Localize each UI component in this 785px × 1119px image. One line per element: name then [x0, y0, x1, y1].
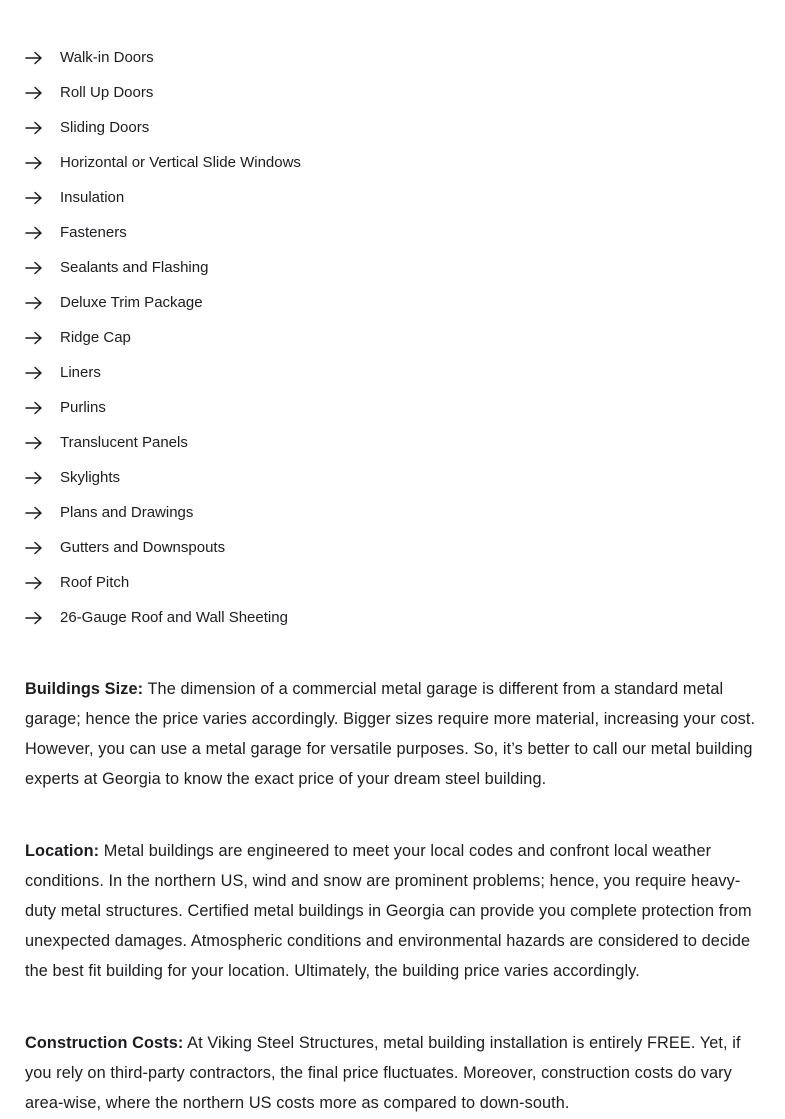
feature-list-item	[25, 530, 785, 565]
feature-label: Sealants and Flashing	[60, 259, 209, 276]
feature-label: Roof Pitch	[60, 574, 130, 591]
feature-list-item	[25, 285, 785, 320]
feature-list-item	[25, 495, 785, 530]
paragraph-label: Location:	[25, 842, 100, 860]
feature-label: Liners	[60, 364, 101, 381]
feature-list-item	[25, 565, 785, 600]
paragraph-label: Buildings Size:	[25, 680, 144, 698]
arrow-right-icon	[25, 191, 60, 205]
arrow-right-icon	[25, 156, 60, 170]
feature-list-item	[25, 250, 785, 285]
feature-list-item	[25, 600, 785, 635]
paragraph-location	[25, 836, 765, 986]
arrow-right-icon	[25, 331, 60, 345]
feature-label: 26-Gauge Roof and Wall Sheeting	[60, 609, 288, 626]
arrow-right-icon	[25, 611, 60, 625]
arrow-right-icon	[25, 401, 60, 415]
feature-list-item	[25, 355, 785, 390]
paragraph-construction-costs	[25, 1028, 765, 1118]
feature-label: Purlins	[60, 399, 106, 416]
feature-label: Roll Up Doors	[60, 84, 154, 101]
arrow-right-icon	[25, 541, 60, 555]
feature-label: Fasteners	[60, 224, 127, 241]
feature-label: Horizontal or Vertical Slide Windows	[60, 154, 301, 171]
feature-label: Insulation	[60, 189, 125, 206]
feature-label: Sliding Doors	[60, 119, 150, 136]
arrow-right-icon	[25, 261, 60, 275]
feature-list-item	[25, 460, 785, 495]
feature-list-item	[25, 390, 785, 425]
paragraph-label: Construction Costs:	[25, 1034, 184, 1052]
paragraph-text: At Viking Steel Structures, metal building installation is entirely FREE. Yet, if you rely on third-party contractors, the final price fluctuates. Moreover, construction costs do vary area-wise, where the northern US costs more as compared to down-south.	[25, 1034, 741, 1112]
feature-label: Plans and Drawings	[60, 504, 194, 521]
arrow-right-icon	[25, 471, 60, 485]
feature-label: Skylights	[60, 469, 121, 486]
feature-list-item	[25, 215, 785, 250]
feature-list-item	[25, 145, 785, 180]
feature-label: Translucent Panels	[60, 434, 188, 451]
paragraph-building-size	[25, 674, 765, 794]
feature-list-item	[25, 110, 785, 145]
paragraph-text: Metal buildings are engineered to meet your local codes and confront local weather conditions. In the northern US, wind and snow are prominent problems; hence, you require heavy-duty metal structures. Certified metal buildings in Georgia can provide you complete protection from unexpected damages. Atmospheric conditions and environmental hazards are considered to decide the best fit building for your location. Ultimately, the building price varies accordingly.	[25, 842, 752, 980]
feature-list-item	[25, 40, 785, 75]
feature-list-item	[25, 320, 785, 355]
arrow-right-icon	[25, 296, 60, 310]
paragraph-text: The dimension of a commercial metal garage is different from a standard metal garage; hence the price varies accordingly. Bigger sizes require more material, increasing your cost. However, you can use a metal garage for versatile purposes. So, it’s better to call our metal building experts at Georgia to know the exact price of your dream steel building.	[25, 680, 756, 788]
feature-label: Ridge Cap	[60, 329, 131, 346]
arrow-right-icon	[25, 121, 60, 135]
arrow-right-icon	[25, 436, 60, 450]
feature-label: Gutters and Downspouts	[60, 539, 226, 556]
feature-list-item	[25, 75, 785, 110]
feature-label: Walk-in Doors	[60, 49, 154, 66]
arrow-right-icon	[25, 506, 60, 520]
feature-label: Deluxe Trim Package	[60, 294, 203, 311]
feature-list-item	[25, 180, 785, 215]
arrow-right-icon	[25, 51, 60, 65]
arrow-right-icon	[25, 576, 60, 590]
article-content	[0, 674, 785, 1118]
feature-list-item	[25, 425, 785, 460]
arrow-right-icon	[25, 366, 60, 380]
arrow-right-icon	[25, 226, 60, 240]
arrow-right-icon	[25, 86, 60, 100]
